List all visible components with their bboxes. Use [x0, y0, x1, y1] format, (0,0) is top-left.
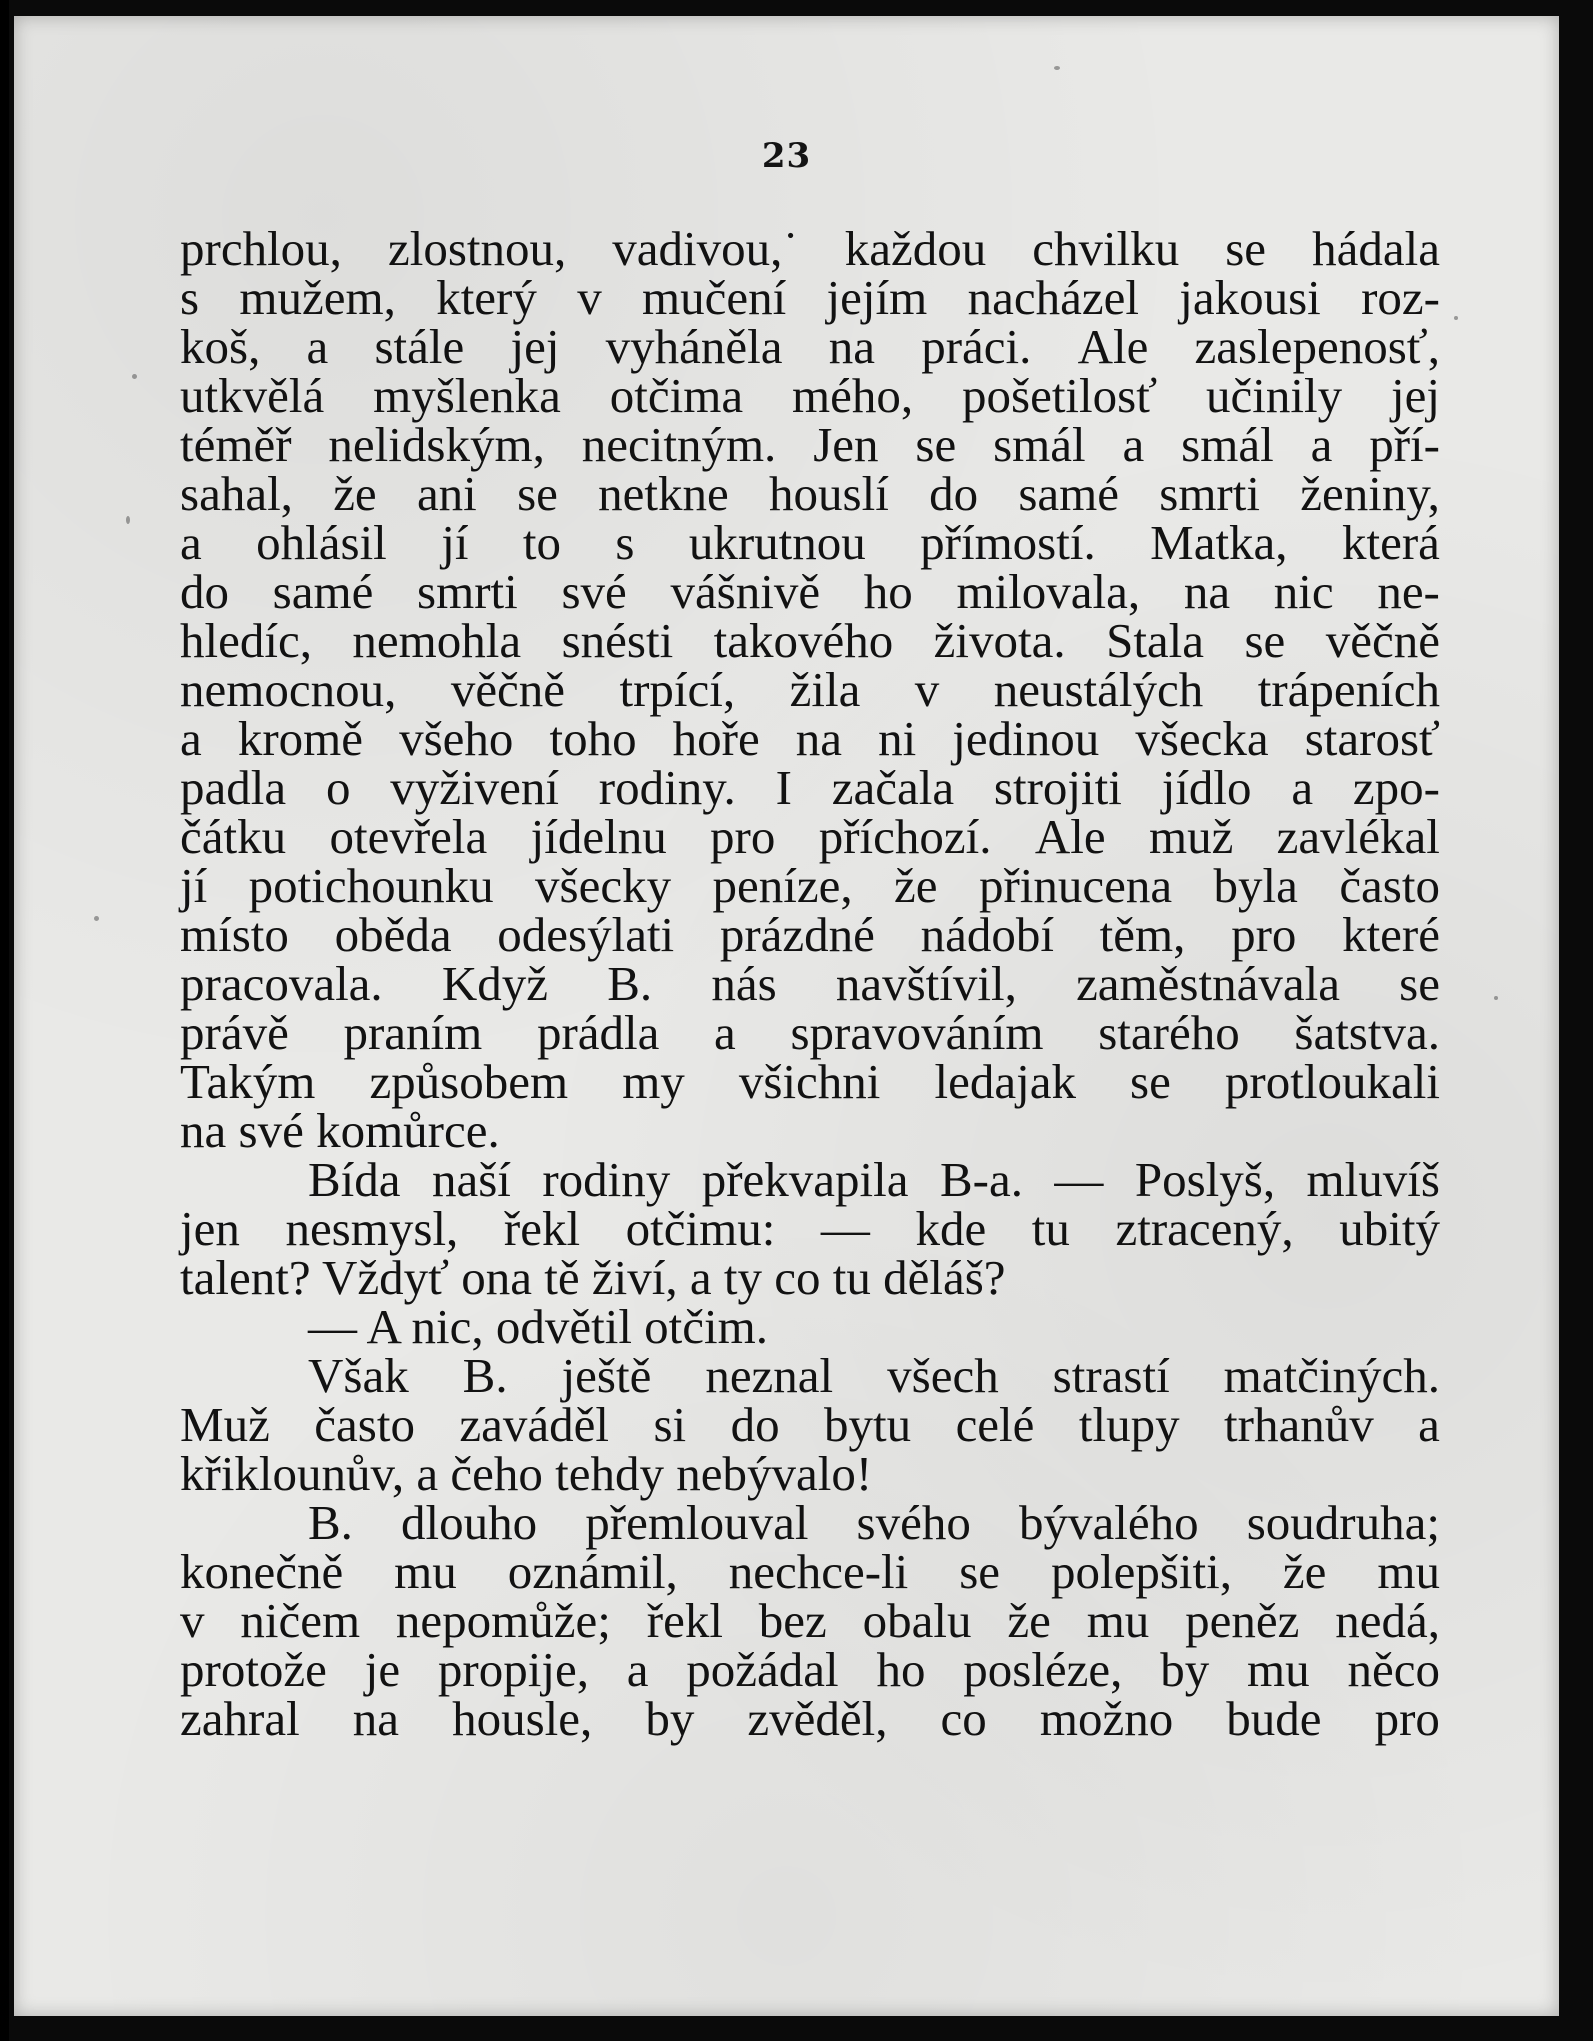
text-line: koš, a stále jej vyháněla na práci. Ale zaslepenosť, [180, 319, 1440, 374]
text-line: v ničem nepomůže; řekl bez obalu že mu peněz nedá, [180, 1593, 1440, 1648]
body-text [180, 221, 1440, 1746]
text-line: křiklounův, a čeho tehdy nebývalo! [180, 1446, 873, 1501]
page-number: 23 [761, 136, 812, 176]
paper-speck [126, 516, 130, 524]
paper-speck [1494, 996, 1498, 1000]
text-line: a ohlásil jí to s ukrutnou přímostí. Matka, která [180, 515, 1440, 570]
text-line: místo oběda odesýlati prázdné nádobí těm, pro které [180, 907, 1440, 962]
text-line: s mužem, který v mučení jejím nacházel jakousi roz- [180, 270, 1440, 325]
text-line: jen nesmysl, řekl otčimu: — kde tu ztracený, ubitý [180, 1201, 1440, 1256]
text-line: Však B. ještě neznal všech strastí matčiných. [308, 1348, 1440, 1403]
text-line: čátku otevřela jídelnu pro příchozí. Ale muž zavlékal [180, 809, 1440, 864]
paper-speck [1454, 316, 1458, 320]
text-line: právě praním prádla a spravováním starého šatstva. [180, 1005, 1440, 1060]
text-line: Bída naší rodiny překvapila B-a. — Poslyš, mluvíš [308, 1152, 1440, 1207]
text-line: nemocnou, věčně trpící, žila v neustálých trápeních [180, 662, 1440, 717]
text-line: prchlou, zlostnou, vadivou,˙ každou chvilku se hádala [180, 221, 1440, 276]
text-line: hledíc, nemohla snésti takového života. Stala se věčně [180, 613, 1440, 668]
binding-edge [0, 0, 9, 2041]
text-line: jí potichounku všecky peníze, že přinucena byla často [180, 858, 1440, 913]
text-line: sahal, že ani se netkne houslí do samé smrti ženiny, [180, 466, 1440, 521]
paper-speck [132, 374, 137, 379]
text-line: konečně mu oznámil, nechce-li se polepšiti, že mu [180, 1544, 1440, 1599]
text-line: utkvělá myšlenka otčima mého, pošetilosť učinily jej [180, 368, 1440, 423]
text-line: — A nic, odvětil otčim. [308, 1299, 769, 1354]
paper-speck [94, 916, 99, 921]
text-line: B. dlouho přemlouval svého bývalého soudruha; [308, 1495, 1440, 1550]
text-line: a kromě všeho toho hoře na ni jedinou všecka starosť [180, 711, 1440, 766]
text-line: Muž často zaváděl si do bytu celé tlupy trhanův a [180, 1397, 1440, 1452]
book-page [14, 16, 1559, 2016]
text-line: na své komůrce. [180, 1103, 500, 1158]
text-line: téměř nelidským, necitným. Jen se smál a smál a pří- [180, 417, 1440, 472]
text-line: zahral na housle, by zvěděl, co možno bude pro [180, 1691, 1440, 1746]
text-line: Takým způsobem my všichni ledajak se protloukali [180, 1054, 1440, 1109]
text-line: protože je propije, a požádal ho posléze, by mu něco [180, 1642, 1440, 1697]
text-line: do samé smrti své vášnivě ho milovala, na nic ne- [180, 564, 1440, 619]
text-line: pracovala. Když B. nás navštívil, zaměstnávala se [180, 956, 1440, 1011]
paper-speck [1054, 66, 1060, 70]
text-line: padla o vyživení rodiny. I začala strojiti jídlo a zpo- [180, 760, 1440, 815]
text-line: talent? Vždyť ona tě živí, a ty co tu děláš? [180, 1250, 1006, 1305]
